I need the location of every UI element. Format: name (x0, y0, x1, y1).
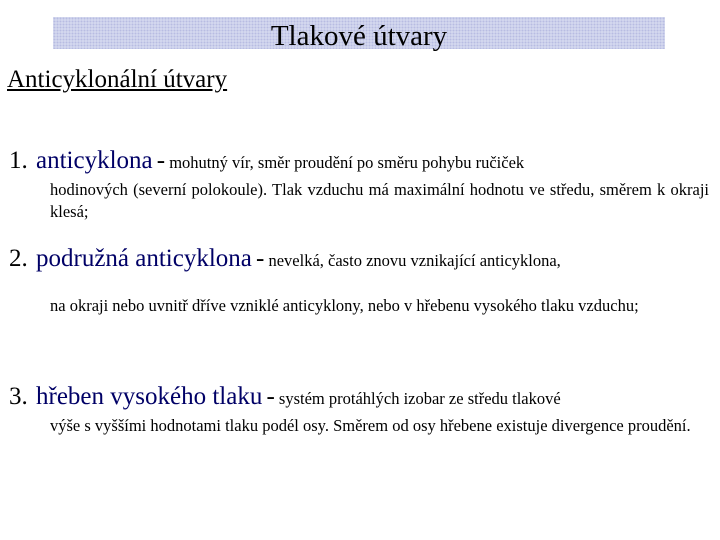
page-title: Tlakové útvary (270, 20, 448, 52)
list-item-term: anticyklona (36, 147, 153, 174)
list-item-body: hodinových (severní polokoule). Tlak vzduchu má maximální hodnotu ve středu, směrem k okraji klesá; (50, 180, 709, 221)
list-item-number: 2. (9, 245, 28, 272)
list-item-first-text: nevelká, často znovu vznikající anticyklona, (268, 251, 561, 270)
list-item-dash: - (156, 147, 166, 174)
title-band (53, 17, 665, 52)
list-item-first-line (9, 246, 561, 274)
list-item-body: na okraji nebo uvnitř dříve vzniklé anticyklony, nebo v hřebenu vysokého tlaku vzduchu; (50, 296, 639, 315)
list-item-first-text: mohutný vír, směr proudění po směru pohybu ručiček (169, 153, 525, 172)
list-item-number: 1. (9, 147, 28, 174)
list-item-body: výše s vyššími hodnotami tlaku podél osy. Směrem od osy hřebene existuje divergence proudění. (50, 416, 691, 435)
list-item-dash: - (266, 383, 275, 410)
section-heading: Anticyklonální útvary (7, 66, 228, 93)
list-item-first-line (9, 148, 524, 176)
list-item-term: podružná anticyklona (36, 245, 252, 272)
list-item-first-text: systém protáhlých izobar ze středu tlakové (278, 389, 561, 408)
list-item-number: 3. (9, 383, 28, 410)
list-item-dash: - (256, 245, 265, 272)
list-item-term: hřeben vysokého tlaku (36, 383, 263, 410)
list-item-first-line (9, 384, 561, 412)
